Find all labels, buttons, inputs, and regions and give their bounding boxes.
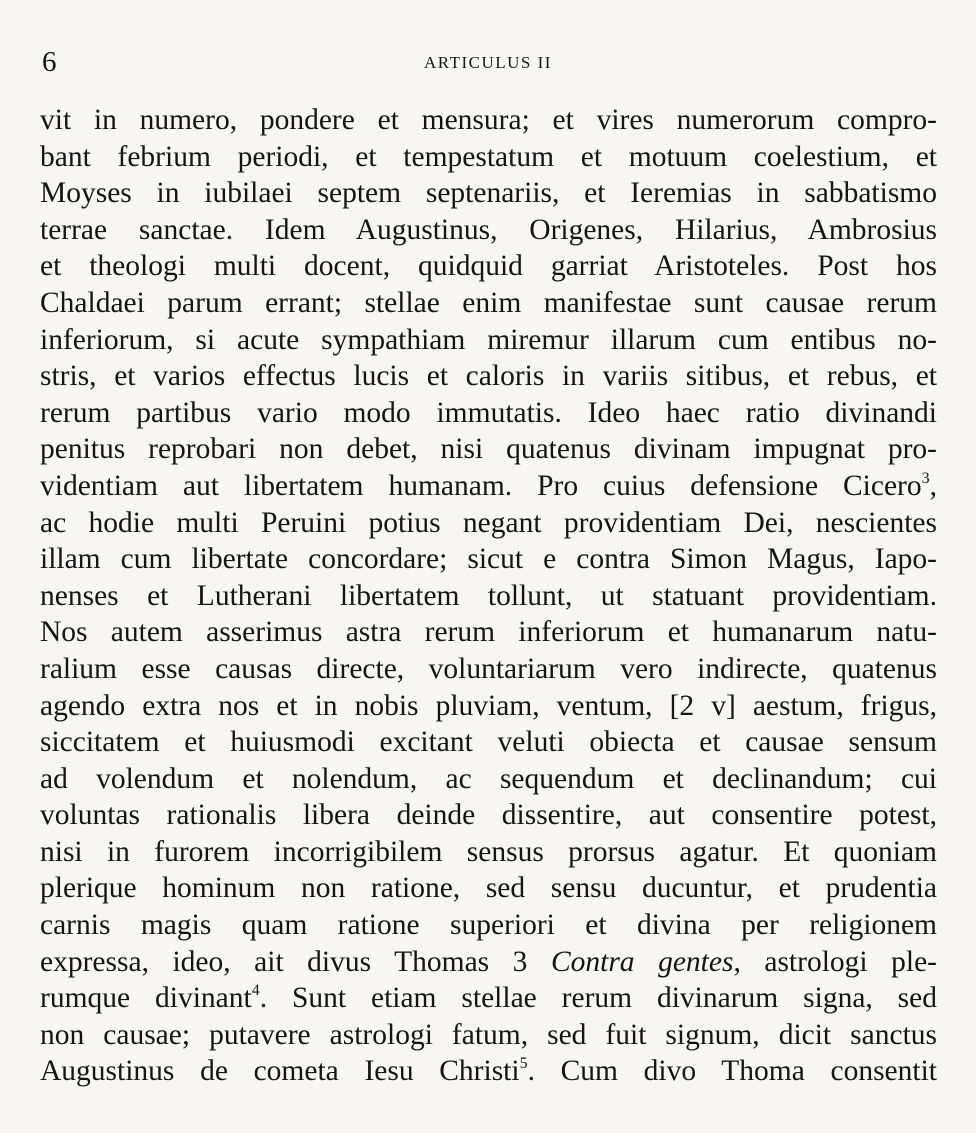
text-line: ad volendum et nolendum, ac sequendum et declinandum; cui [40,762,937,795]
text-line: Moyses in iubilaei septem septenariis, et Ieremias in sabbatismo [40,177,937,210]
text-line [40,468,937,505]
text-line: penitus reprobari non debet, nisi quatenus divinam impugnat pro- [40,433,937,466]
page-header [0,44,976,80]
text-line: nenses et Lutherani libertatem tollunt, ut statuant providentiam. [40,579,937,612]
text-line: Chaldaei parum errant; stellae enim manifestae sunt causae rerum [40,286,937,319]
text-line: et theologi multi docent, quidquid garriat Aristoteles. Post hos [40,250,937,283]
footnote-marker: 3 [921,469,930,487]
text-segment: Augustinus de cometa Iesu Christi [40,1055,520,1088]
text-line: voluntas rationalis libera deinde dissentire, aut consentire potest, [40,799,937,832]
text-segment: rumque divinant [40,982,252,1015]
text-line: plerique hominum non ratione, sed sensu ducuntur, et prudentia [40,872,937,905]
text-line: Nos autem asserimus astra rerum inferiorum et humanarum natu- [40,616,937,649]
text-segment: videntiam aut libertatem humanam. Pro cuius defensione Cicero [40,469,922,502]
text-line [40,980,937,1017]
italic-title: Contra gentes [550,945,734,978]
text-segment: , [929,469,937,502]
text-line: agendo extra nos et in nobis pluviam, ventum, [2 v] aestum, frigus, [40,689,937,722]
body-text [40,102,937,1090]
text-segment: Cum divo Thoma consentit [560,1055,937,1088]
text-line: vit in numero, pondere et mensura; et vires numerorum compro- [40,104,937,136]
footnote-marker: 5 [519,1055,528,1073]
text-segment: , astrologi ple- [733,945,937,978]
text-line [40,944,937,981]
text-line: non causae; putavere astrologi fatum, sed fuit signum, dicit sanctus [40,1018,937,1051]
text-line: inferiorum, si acute sympathiam miremur illarum cum entibus no- [40,323,937,356]
text-segment: expressa, ideo, ait divus Thomas 3 [40,945,528,978]
footnote-marker: 4 [251,982,260,1000]
text-line: nisi in furorem incorrigibilem sensus prorsus agatur. Et quoniam [40,835,937,868]
page-number: 6 [42,46,57,78]
text-line: carnis magis quam ratione superiori et divina per religionem [40,909,937,942]
text-segment: . Sunt etiam stellae rerum divinarum signa, sed [259,982,937,1015]
text-line: terrae sanctae. Idem Augustinus, Origenes, Hilarius, Ambrosius [40,213,937,246]
text-line: bant febrium periodi, et tempestatum et motuum coelestium, et [40,140,937,173]
running-head: ARTICULUS II [424,53,552,72]
text-line: stris, et varios effectus lucis et caloris in variis sitibus, et rebus, et [40,360,937,393]
text-line: illam cum libertate concordare; sicut e contra Simon Magus, Iapo- [40,543,937,576]
text-line: ac hodie multi Peruini potius negant providentiam Dei, nescientes [40,506,937,539]
text-line: rerum partibus vario modo immutatis. Ideo haec ratio divinandi [40,396,937,429]
text-line [40,1053,937,1090]
text-segment: . [527,1055,561,1088]
text-line: siccitatem et huiusmodi excitant veluti obiecta et causae sensum [40,726,937,759]
text-line: ralium esse causas directe, voluntariarum vero indirecte, quatenus [40,652,937,685]
